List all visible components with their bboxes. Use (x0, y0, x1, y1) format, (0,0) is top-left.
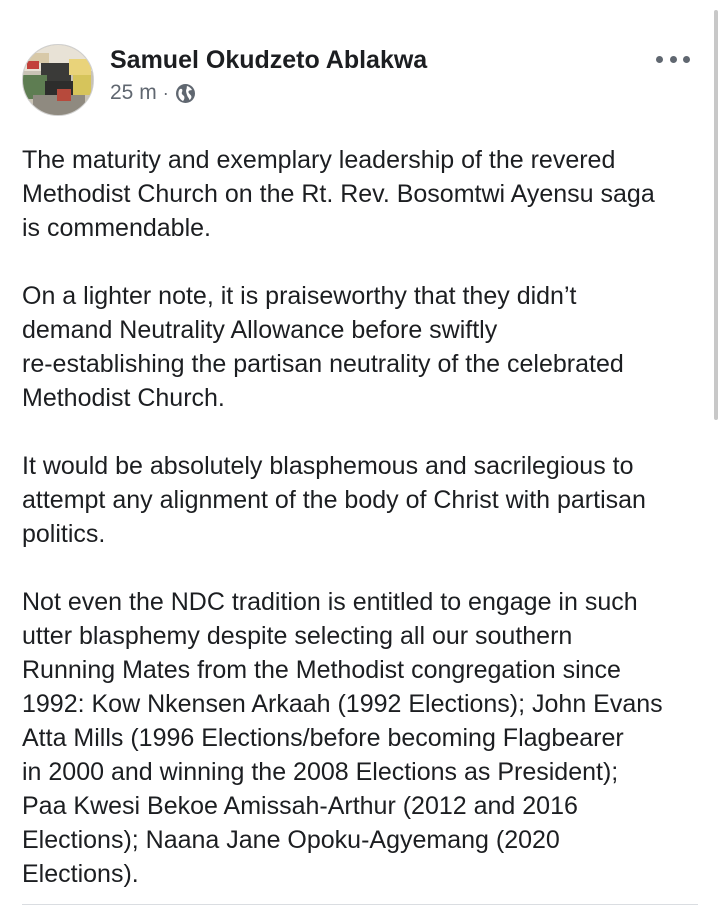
more-options-button[interactable] (656, 50, 690, 68)
post-timestamp[interactable]: 25 m (110, 81, 157, 104)
post-paragraph: On a lighter note, it is praiseworthy that they didn’t demand Neutrality Allowance before swiftly re-establishing the partisan neutrality of the celebrated Methodist Church. (22, 282, 624, 412)
avatar-photo (23, 45, 94, 116)
more-dots-icon (683, 56, 690, 63)
post-paragraph: Not even the NDC tradition is entitled to engage in such utter blasphemy despite selecting all our southern Running Mates from the Methodist congregation since 1992: Kow Nkensen Arkaah (1992 Elections); John Evans Atta Mills (1996 Elections/before becoming Flagbearer in 2000 and winning the 2008 Elections as President); Paa Kwesi Bekoe Amissah-Arthur (2012 and 2016 Elections); Naana Jane Opoku-Agyemang (2020 Elections). (22, 588, 663, 888)
more-dots-icon (656, 56, 663, 63)
more-dots-icon (670, 56, 677, 63)
globe-icon[interactable] (175, 83, 196, 104)
post-paragraph: It would be absolutely blasphemous and sacrilegious to attempt any alignment of the body of Christ with partisan politics. (22, 452, 646, 548)
post-meta (110, 80, 196, 106)
scrollbar[interactable] (714, 10, 718, 420)
post-header (22, 44, 702, 118)
post-paragraph: The maturity and exemplary leadership of the revered Methodist Church on the Rt. Rev. Bosomtwi Ayensu saga is commendable. (22, 146, 655, 242)
author-name[interactable]: Samuel Okudzeto Ablakwa (110, 46, 428, 74)
meta-separator: · (162, 82, 169, 103)
avatar[interactable] (22, 44, 94, 116)
post-divider (22, 904, 698, 905)
post-body (22, 143, 706, 891)
